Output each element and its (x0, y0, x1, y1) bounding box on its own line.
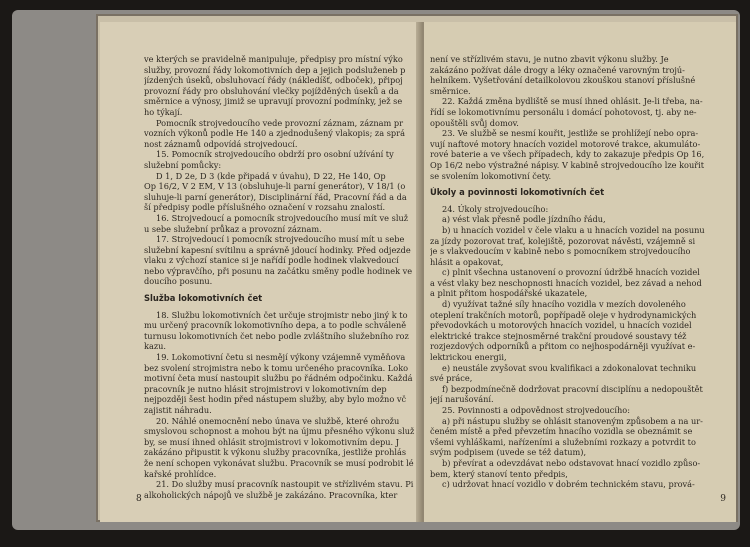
left-text-line: služební kapesní svítilnu a správně jdoucí hodinky. Před odjezde (144, 244, 411, 255)
right-text-line: a) při nástupu služby se ohlásit stanoveným způsobem a na ur- (442, 415, 703, 426)
right-text-line: 23. Ve službě se nesmí kouřit, jestliže se prohlížejí nebo opra- (442, 128, 699, 139)
left-text-line: kařské prohlídce. (144, 468, 217, 479)
left-text-line: 15. Pomocník strojvedoucího obdrží pro osobní užívání ty (156, 149, 394, 160)
right-text-line: svým podpisem (uvede se též datum), (430, 447, 587, 458)
left-text-line: 19. Lokomotivní četu si nesmějí výkony vzájemně vyměňova (156, 352, 406, 363)
right-text-line: zakázáno požívat dále drogy a léky označené varovným trojú- (430, 64, 685, 75)
right-text-line: všemi vyhláškami, nařízeními a služebními rozkazy a potvrdit to (430, 436, 696, 447)
right-text-line: elektrické trakce stejnosměrné trakční proudové soustavy též (430, 330, 687, 341)
left-text-line: pracovník je nutno hlásit strojmistrovi v lokomotivním dep (144, 383, 387, 394)
left-text-line: alkoholických nápojů ve službě je zakázáno. Pracovníka, kter (144, 489, 398, 500)
left-text-line: 17. Strojvedoucí i pomocník strojvedoucího musí mít u sebe (156, 234, 405, 245)
left-page-text (144, 54, 420, 500)
left-text-line: ho týkají. (144, 106, 183, 117)
left-page (100, 22, 422, 522)
right-page-number: 9 (720, 494, 726, 504)
right-text-line: bem, který stanoví tento předpis, (430, 468, 568, 479)
left-text-line: u sebe služební průkaz a provozní záznam. (144, 223, 322, 234)
right-text-line: 24. Úkoly strojvedoucího: (442, 203, 549, 214)
right-text-line: f) bezpodmínečně dodržovat pracovní disciplínu a nedopouštět (442, 383, 703, 394)
left-text-line: vlaku z výchozí stanice si je nařídí podle hodinek vlakvedoucí (144, 255, 399, 266)
right-text-line: rové baterie a ve všech případech, kdy to zakazuje předpis Op 16, (430, 149, 705, 160)
right-text-line: lektrickou energii, (430, 352, 507, 363)
left-text-line: jízdených úseků, obsluhovací řády (nákledíšť, odboček), připoj (144, 75, 403, 86)
right-text-line: d) využívat tažné síly hnacího vozidla v mezích dovoleného (442, 299, 686, 310)
left-section-heading: Služba lokomotivních čet (144, 293, 263, 304)
left-text-line: mu určený pracovník lokomotivního depa, a to podle schváleně (144, 320, 407, 331)
right-text-line: její narušování. (430, 394, 494, 405)
left-text-line: 21. Do služby musí pracovník nastoupit ve střízlivém stavu. Pi (156, 479, 414, 490)
left-text-line: by, se musí ihned ohlásit strojmistrovi v lokomotivním depu. J (144, 436, 400, 447)
left-text-line: nebo výpravčího, při posunu na začátku směny podle hodinek ve (144, 265, 413, 276)
left-text-line: 16. Strojvedoucí a pomocník strojvedoucího musí mít ve služ (156, 212, 409, 223)
left-text-line: vozních výkonů podle He 140 a zjednodušený vlakopis; za sprá (144, 128, 405, 139)
left-text-line: služby, provozní řády lokomotivních dep a jejich podsluženeb p (144, 64, 406, 75)
left-text-line: nost záznamů odpovídá strojvedoucí. (144, 138, 298, 149)
right-page (424, 22, 736, 522)
left-text-line: sluhuje-li parní generátor), Disciplinární řád, Pracovní řád a da (144, 191, 407, 202)
left-text-line: smyslovou schopnost a mohou být na újmu přesného výkonu služ (144, 426, 415, 437)
right-text-line: je s vlakvedoucím v kabině nebo s pomocníkem strojvedoucího (430, 246, 691, 257)
left-text-line: bez svolení strojmistra nebo k tomu určeného pracovníka. Loko (144, 362, 409, 373)
left-text-line: služební pomůcky: (144, 159, 222, 170)
left-text-line: ší předpisy podle příslušného označení v rozsahu znalostí. (144, 202, 386, 213)
right-text-line: 22. Každá změna bydliště se musí ihned ohlásit. Je-li třeba, na- (442, 96, 703, 107)
right-text-line: b) u hnacích vozidel v čele vlaku a u hnacích vozidel na posunu (442, 224, 705, 235)
left-text-line: D 1, D 2e, D 3 (kde připadá v úvahu), D 22, He 140, Op (156, 170, 386, 181)
left-text-line: kazu. (144, 341, 167, 352)
right-section-heading: Úkoly a povinnosti lokomotivních čet (430, 187, 605, 198)
right-text-line: vují naftové motory hnacích vozidel motorové trakce, akumuláto- (430, 138, 701, 149)
left-text-line: Op 16/2, V 2 EM, V 13 (obsluhuje-li parní generátor), V 18/1 (o (144, 181, 406, 192)
right-text-line: čeném místě a před převzetím hnacího vozidla se obeznámit se (430, 426, 693, 437)
left-text-line: směrnice a výnosy, jimiž se upravují provozní podmínky, jež se (144, 96, 403, 107)
right-text-line: 25. Povinnosti a odpovědnost strojvedoucího: (442, 405, 630, 415)
left-text-line: zakázáno připustit k výkonu služby pracovníka, jestliže prohlás (144, 447, 407, 458)
right-text-line: směrnice. (430, 85, 471, 96)
right-text-line: oteplení trakčních motorů, popřípadě oleje v hydrodynamických (430, 309, 697, 320)
right-text-line: Op 16/2 nebo výstražné nápisy. V kabině strojvedoucího lze kouřit (430, 159, 705, 170)
left-text-line: že není schopen vykonávat službu. Pracovník se musí podrobit lé (144, 457, 414, 468)
left-page-number: 8 (136, 494, 142, 504)
right-text-line: není ve střízlivém stavu, je nutno zbavit výkonu služby. Je (430, 54, 669, 64)
right-text-line: rozjezdových odporníků a přitom co nejhospodárněji využívat e- (430, 341, 696, 352)
left-text-line: provozní řády pro obsluhování vlečky pojížděných úseků a da (144, 85, 399, 96)
left-text-line: Pomocník strojvedoucího vede provozní záznam, záznam pr (156, 117, 404, 128)
right-text-line: opouštěli svůj domov. (430, 117, 519, 128)
right-text-line: a) vést vlak přesně podle jízdního řádu, (442, 214, 606, 225)
right-text-line: a plnit přitom hospodářské ukazatele, (430, 288, 588, 299)
right-text-line: b) převírat a odevzdávat nebo odstavovat hnací vozidlo způso- (442, 457, 701, 468)
right-text-line: helníkem. Vyšetřování detailkolovou zkouškou stanoví příslušné (430, 75, 696, 86)
right-text-line: převodovkách u motorových hnacích vozidel, u hnacích vozidel (430, 320, 692, 331)
left-text-line: ve kterých se pravidelně manipuluje, předpisy pro místní výko (144, 54, 403, 64)
right-text-line: své práce, (430, 373, 473, 384)
left-text-line: 20. Náhlé onemocnění nebo únava ve službě, které ohrožu (156, 415, 400, 426)
left-text-line: doucího posunu. (144, 276, 213, 287)
right-text-line: řídí se lokomotivnímu personálu i domácí pohotovost, tj. aby ne- (430, 106, 697, 117)
right-text-line: a vést vlaky bez neschopnosti hnacích vozidel, bez závad a nehod (430, 277, 702, 288)
left-text-line: motivní četa musí nastoupit službu po řádném odpočinku. Každá (144, 373, 413, 384)
right-text-line: e) neustále zvyšovat svou kvalifikaci a zdokonalovat techniku (442, 362, 697, 373)
right-text-line: se svolením lokomotivní čety. (430, 170, 552, 181)
right-text-line: hlásit a opakovat, (430, 256, 504, 267)
right-text-line: za jízdy pozorovat trať, kolejiště, pozorovat návěsti, vzájemně si (430, 235, 696, 246)
left-text-line: 18. Službu lokomotivních čet určuje strojmistr nebo jiný k to (156, 309, 408, 320)
right-text-line: c) udržovat hnací vozidlo v dobrém technickém stavu, prová- (442, 479, 695, 490)
left-text-line: nejpozději šest hodin před nástupem služby, aby bylo možno vč (144, 394, 407, 405)
right-text-line: c) plnit všechna ustanovení o provozní údržbě hnacích vozidel (442, 267, 700, 278)
left-text-line: turnusu lokomotivních čet nebo podle zvláštního služebního roz (144, 330, 409, 341)
left-text-line: zajistit náhradu. (144, 405, 212, 415)
right-page-text (430, 54, 730, 490)
